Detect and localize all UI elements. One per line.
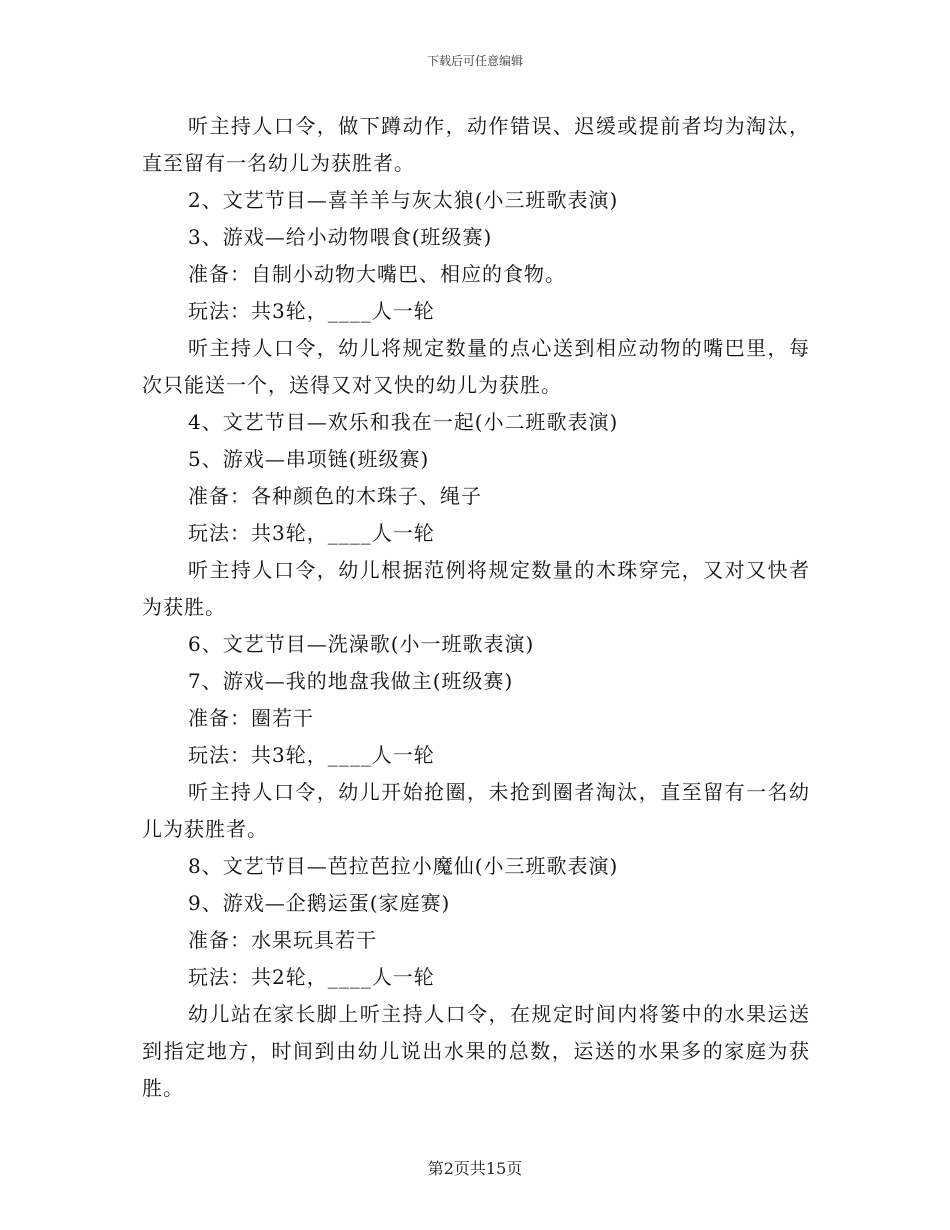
paragraph: 玩法：共3轮，____人一轮 bbox=[188, 521, 435, 545]
page-header: 下载后可任意编辑 bbox=[426, 54, 523, 68]
section-heading: 3、游戏—给小动物喂食(班级赛) bbox=[188, 225, 493, 249]
paragraph: 玩法：共3轮，____人一轮 bbox=[188, 743, 435, 767]
section-heading: 5、游戏—串项链(班级赛) bbox=[188, 447, 430, 471]
paragraph: 幼儿站在家长脚上听主持人口令，在规定时间内将篓中的水果运送到指定地方，时间到由幼儿说出水果的总数，运送的水果多的家庭为获胜。 bbox=[142, 1002, 810, 1100]
paragraph: 准备：圈若干 bbox=[188, 706, 314, 730]
paragraph: 玩法：共3轮，____人一轮 bbox=[188, 299, 435, 323]
section-heading: 4、文艺节目—欢乐和我在一起(小二班歌表演) bbox=[188, 410, 619, 434]
section-heading: 2、文艺节目—喜羊羊与灰太狼(小三班歌表演) bbox=[188, 188, 619, 212]
paragraph: 准备：各种颜色的木珠子、绳子 bbox=[188, 484, 482, 508]
section-heading: 9、游戏—企鹅运蛋(家庭赛) bbox=[188, 891, 451, 915]
paragraph: 听主持人口令，幼儿将规定数量的点心送到相应动物的嘴巴里，每次只能送一个，送得又对又快的幼儿为获胜。 bbox=[142, 336, 810, 397]
section-heading: 6、文艺节目—洗澡歌(小一班歌表演) bbox=[188, 632, 535, 656]
paragraph: 准备：水果玩具若干 bbox=[188, 928, 377, 952]
paragraph: 准备：自制小动物大嘴巴、相应的食物。 bbox=[188, 262, 566, 286]
document-body bbox=[142, 108, 810, 1107]
paragraph: 听主持人口令，幼儿根据范例将规定数量的木珠穿完，又对又快者为获胜。 bbox=[142, 558, 810, 619]
section-heading: 8、文艺节目—芭拉芭拉小魔仙(小三班歌表演) bbox=[188, 854, 619, 878]
paragraph: 听主持人口令，做下蹲动作，动作错误、迟缓或提前者均为淘汰，直至留有一名幼儿为获胜者。 bbox=[142, 114, 810, 175]
paragraph: 听主持人口令，幼儿开始抢圈，未抢到圈者淘汰，直至留有一名幼儿为获胜者。 bbox=[142, 780, 810, 841]
paragraph: 玩法：共2轮，____人一轮 bbox=[188, 965, 435, 989]
section-heading: 7、游戏—我的地盘我做主(班级赛) bbox=[188, 669, 514, 693]
page-footer: 第2页共15页 bbox=[427, 1159, 523, 1178]
